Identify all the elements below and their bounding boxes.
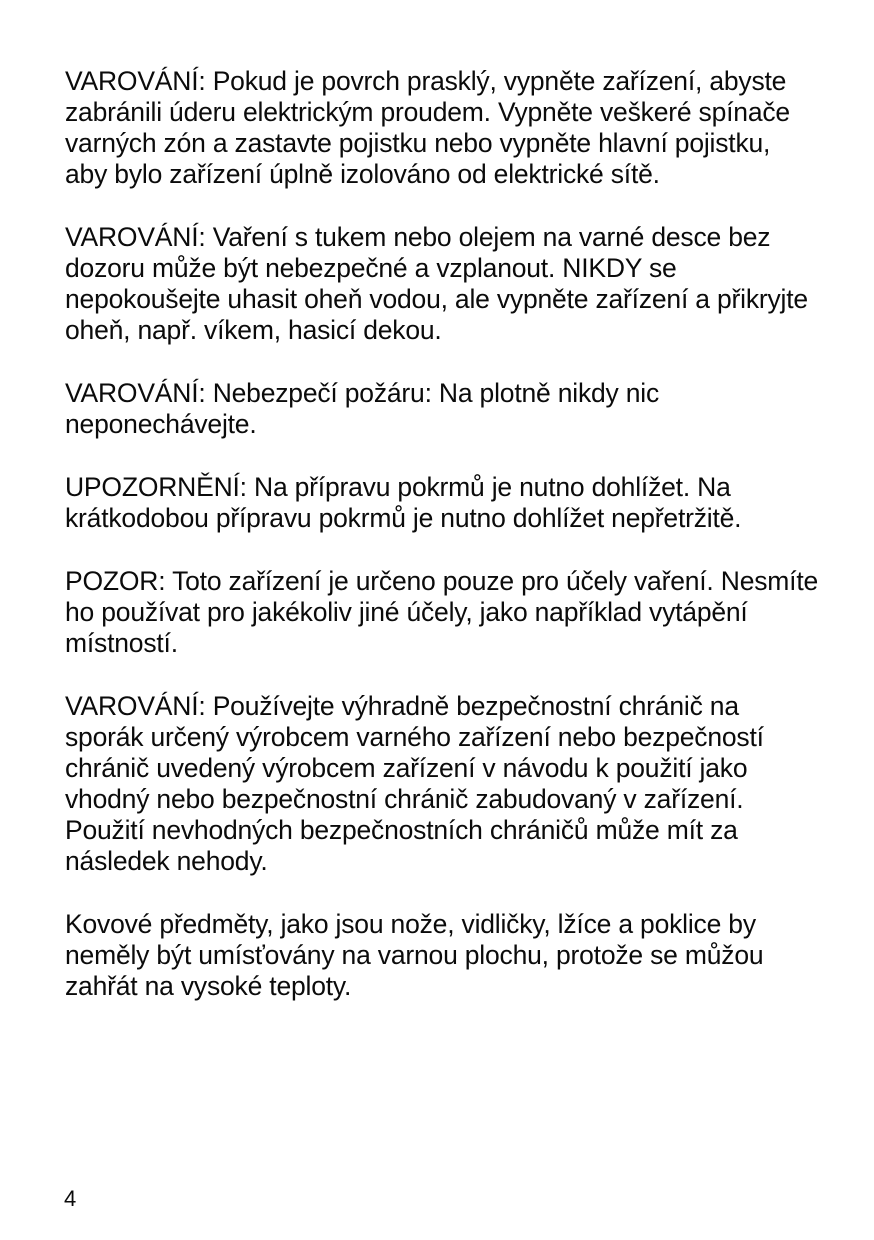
warning-paragraph: POZOR: Toto zařízení je určeno pouze pro účely vaření. Nesmíte ho používat pro jakékoliv jiné účely, jako například vytápění místností.: [65, 566, 819, 658]
page-number: 4: [64, 1186, 77, 1211]
warning-paragraph: UPOZORNĚNÍ: Na přípravu pokrmů je nutno dohlížet. Na krátkodobou přípravu pokrmů je nutno dohlížet nepřetržitě.: [65, 472, 742, 533]
warning-paragraph: VAROVÁNÍ: Nebezpečí požáru: Na plotně nikdy nic neponechávejte.: [65, 378, 660, 439]
warning-paragraph: VAROVÁNÍ: Používejte výhradně bezpečnostní chránič na sporák určený výrobcem varného zařízení nebo bezpečností chránič uvedený výrobcem zařízení v návodu k použití jako vhodný nebo bezpečnostní chránič zabudovaný v zařízení. Použití nevhodných bezpečnostních chráničů může mít za následek nehody.: [65, 691, 764, 876]
warnings-text: [65, 66, 840, 1034]
warning-paragraph: VAROVÁNÍ: Pokud je povrch prasklý, vypněte zařízení, abyste zabránili úderu elektrickým proudem. Vypněte veškeré spínače varných zón a zastavte pojistku nebo vypněte hlavní pojistku, aby bylo zařízení úplně izolováno od elektrické sítě.: [65, 66, 790, 189]
warning-paragraph: Kovové předměty, jako jsou nože, vidličky, lžíce a poklice by neměly být umísťovány na varnou plochu, protože se můžou zahřát na vysoké teploty.: [65, 909, 764, 1001]
warning-paragraph: VAROVÁNÍ: Vaření s tukem nebo olejem na varné desce bez dozoru může být nebezpečné a vzplanout. NIKDY se nepokoušejte uhasit oheň vodou, ale vypněte zařízení a přikryjte oheň, např. víkem, hasicí dekou.: [65, 222, 808, 345]
